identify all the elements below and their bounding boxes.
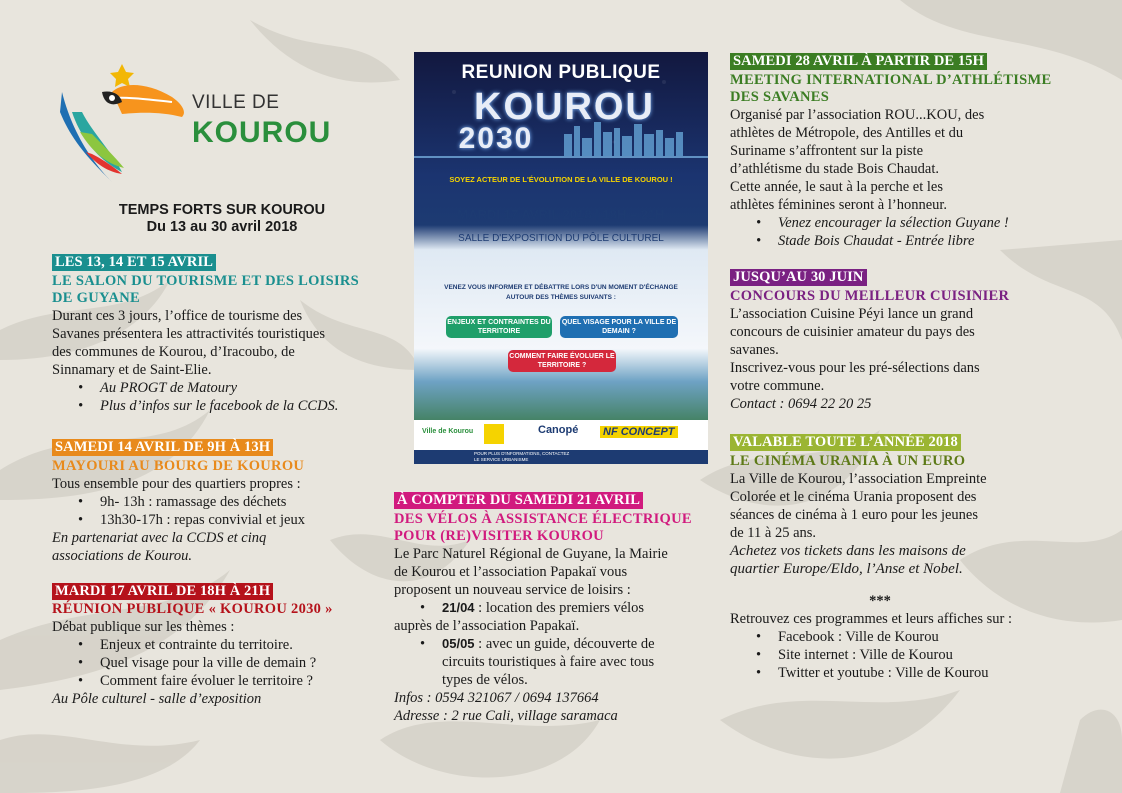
section-text: de Kourou et l’association Papakaï vous bbox=[394, 564, 628, 580]
section-text: Débat publique sur les thèmes : bbox=[52, 619, 235, 635]
poster-sponsor-box bbox=[484, 424, 504, 444]
toucan-logo-icon bbox=[52, 52, 192, 192]
section-tourisme bbox=[52, 253, 392, 415]
section-text: Inscrivez-vous pour les pré-sélections dans bbox=[730, 360, 980, 376]
section-cuisinier bbox=[730, 268, 1090, 413]
section-text: Sinnamary et de Saint-Elie. bbox=[52, 362, 212, 378]
section-text: athlètes féminines seront à l’honneur. bbox=[730, 197, 948, 213]
poster-footer-text: LE SERVICE URBANISME bbox=[474, 457, 529, 462]
section-text: d’athlétisme du stade Bois Chaudat. bbox=[730, 161, 940, 177]
section-title: POUR (RE)VISITER KOUROU bbox=[394, 528, 604, 544]
poster-tagline: SOYEZ ACTEUR DE L'ÉVOLUTION DE LA VILLE DE KOUROU ! bbox=[449, 175, 673, 184]
logo-line1: VILLE DE bbox=[192, 92, 280, 113]
section-note: associations de Kourou. bbox=[52, 548, 193, 564]
poster-big-title: KOUROU bbox=[474, 86, 655, 128]
section-text: Le Parc Naturel Régional de Guyane, la Mairie bbox=[394, 546, 668, 562]
section-text: Savanes présentera les attractivités touristiques bbox=[52, 326, 325, 342]
section-note: En partenariat avec la CCDS et cinq bbox=[52, 530, 267, 546]
poster-sponsors bbox=[414, 420, 708, 450]
section-info: Infos : 0594 321067 / 0694 137664 bbox=[394, 690, 599, 706]
section-address: Adresse : 2 rue Cali, village saramaca bbox=[394, 708, 618, 724]
section-note: Achetez vos tickets dans les maisons de bbox=[730, 543, 966, 559]
section-text: circuits touristiques à faire avec tous bbox=[442, 654, 655, 670]
section-text: de 11 à 25 ans. bbox=[730, 525, 817, 541]
logo-line2: KOUROU bbox=[192, 116, 332, 149]
section-title: LE SALON DU TOURISME ET DES LOISIRS bbox=[52, 273, 360, 289]
poster-theme-3: COMMENT FAIRE ÉVOLUER LE TERRITOIRE ? bbox=[508, 350, 616, 372]
section-text: Colorée et le cinéma Urania proposent des bbox=[730, 489, 977, 505]
section-text: votre commune. bbox=[730, 378, 825, 394]
section-title: DE GUYANE bbox=[52, 290, 140, 306]
bullet-text: : location des premiers vélos bbox=[474, 600, 645, 616]
section-text: Organisé par l’association ROU...KOU, des bbox=[730, 107, 985, 123]
section-tag: SAMEDI 14 AVRIL DE 9H À 13H bbox=[52, 439, 273, 456]
section-text: athlètes de Métropole, des Antilles et du bbox=[730, 125, 964, 141]
section-text: concours de cuisinier amateur du pays des bbox=[730, 324, 975, 340]
section-title: RÉUNION PUBLIQUE « KOUROU 2030 » bbox=[52, 601, 333, 617]
bullet-date: 21/04 bbox=[442, 600, 475, 615]
section-title: CONCOURS DU MEILLEUR CUISINIER bbox=[730, 288, 1010, 304]
list-item bbox=[394, 635, 724, 653]
section-text: proposent un nouveau service de loisirs : bbox=[394, 582, 631, 598]
bullet-text: : avec un guide, découverte de bbox=[474, 636, 655, 652]
bullet-date: 05/05 bbox=[442, 636, 475, 651]
section-mayouri bbox=[52, 438, 392, 565]
section-text: Cette année, le saut à la perche et les bbox=[730, 179, 943, 195]
section-athletisme bbox=[730, 52, 1090, 250]
section-text: Durant ces 3 jours, l’office de tourisme des bbox=[52, 308, 303, 324]
list-item: • Plus d’infos sur le facebook de la CCDS. bbox=[52, 397, 392, 415]
section-text: des communes de Kourou, d’Iracoubo, de bbox=[52, 344, 295, 360]
section-text: Tous ensemble pour des quartiers propres : bbox=[52, 476, 301, 492]
poster-footer bbox=[414, 450, 708, 464]
section-velos bbox=[394, 491, 724, 725]
middle-column bbox=[394, 491, 724, 725]
section-tag: VALABLE TOUTE L’ANNÉE 2018 bbox=[730, 434, 961, 451]
section-reunion bbox=[52, 582, 392, 708]
logo bbox=[52, 52, 392, 192]
kourou-2030-poster bbox=[414, 52, 708, 464]
poster-sponsor-3: NF CONCEPT bbox=[600, 426, 678, 438]
section-title: MAYOURI AU BOURG DE KOUROU bbox=[52, 458, 305, 474]
list-item: • 9h- 13h : ramassage des déchets bbox=[52, 493, 392, 511]
section-note: quartier Europe/Eldo, l’Anse et Nobel. bbox=[730, 561, 963, 577]
section-text: types de vélos. bbox=[442, 672, 528, 688]
list-item: • 13h30-17h : repas convivial et jeux bbox=[52, 511, 392, 529]
section-tag: À COMPTER DU SAMEDI 21 AVRIL bbox=[394, 492, 643, 509]
list-item: • Stade Bois Chaudat - Entrée libre bbox=[730, 232, 1090, 250]
section-contact: Contact : 0694 22 20 25 bbox=[730, 396, 872, 412]
section-text: savanes. bbox=[730, 342, 779, 358]
poster-top-title: REUNION PUBLIQUE bbox=[461, 62, 661, 83]
section-title: MEETING INTERNATIONAL D’ATHLÉTISME bbox=[730, 72, 1052, 88]
page-dates: Du 13 au 30 avril 2018 bbox=[146, 219, 298, 235]
poster-sponsor-2: Canopé bbox=[538, 424, 579, 436]
list-item: • Facebook : Ville de Kourou bbox=[730, 628, 1090, 646]
section-note: Au Pôle culturel - salle d’exposition bbox=[52, 691, 262, 707]
list-item: • Quel visage pour la ville de demain ? bbox=[52, 654, 392, 672]
section-cinema bbox=[730, 433, 1090, 682]
section-text: La Ville de Kourou, l’association Empreinte bbox=[730, 471, 987, 487]
poster-place: SALLE D'EXPOSITION DU PÔLE CULTUREL bbox=[458, 233, 664, 244]
section-text: auprès de l’association Papakaï. bbox=[394, 618, 580, 634]
list-item: • Comment faire évoluer le territoire ? bbox=[52, 672, 392, 690]
poster-theme-1: ENJEUX ET CONTRAINTES DU TERRITOIRE bbox=[446, 316, 552, 338]
right-column bbox=[730, 52, 1090, 682]
list-item: • Au PROGT de Matoury bbox=[52, 379, 392, 397]
poster-footer-text: POUR PLUS D'INFORMATIONS, CONTACTEZ bbox=[474, 451, 570, 456]
list-item: • Enjeux et contrainte du territoire. bbox=[52, 636, 392, 654]
left-column bbox=[52, 52, 392, 708]
section-text: séances de cinéma à 1 euro pour les jeunes bbox=[730, 507, 979, 523]
section-text: L’association Cuisine Péyi lance un grand bbox=[730, 306, 974, 322]
poster-sponsor-1: Ville de Kourou bbox=[422, 428, 474, 435]
list-item: • Twitter et youtube : Ville de Kourou bbox=[730, 664, 1090, 682]
section-tag: JUSQU’AU 30 JUIN bbox=[730, 269, 867, 286]
poster-theme-2: QUEL VISAGE POUR LA VILLE DE DEMAIN ? bbox=[560, 316, 678, 338]
section-title: DES SAVANES bbox=[730, 89, 830, 105]
poster-big-year: 2030 bbox=[458, 122, 534, 155]
separator-stars: *** bbox=[869, 593, 891, 609]
section-tag: MARDI 17 AVRIL DE 18H À 21H bbox=[52, 583, 273, 600]
list-item: • Site internet : Ville de Kourou bbox=[730, 646, 1090, 664]
section-tag: SAMEDI 28 AVRIL À PARTIR DE 15H bbox=[730, 53, 987, 70]
page-title: TEMPS FORTS SUR KOUROU bbox=[118, 202, 326, 218]
list-item bbox=[394, 599, 724, 617]
list-item: • Venez encourager la sélection Guyane ! bbox=[730, 214, 1090, 232]
section-text: Suriname s’affrontent sur la piste bbox=[730, 143, 924, 159]
poster-invite: VENEZ VOUS INFORMER ET DÉBATTRE LORS D'UN MOMENT D'ÉCHANGE bbox=[444, 284, 678, 291]
poster-invite: AUTOUR DES THÈMES SUIVANTS : bbox=[506, 294, 616, 301]
poster-date: MARDI 17 AVRIL 2018 | 18H – 21H bbox=[457, 207, 665, 222]
section-text: Retrouvez ces programmes et leurs affiches sur : bbox=[730, 611, 1012, 627]
section-tag: LES 13, 14 ET 15 AVRIL bbox=[52, 254, 216, 271]
section-title: DES VÉLOS À ASSISTANCE ÉLECTRIQUE bbox=[394, 511, 692, 527]
section-title: LE CINÉMA URANIA À UN EURO bbox=[730, 453, 966, 469]
